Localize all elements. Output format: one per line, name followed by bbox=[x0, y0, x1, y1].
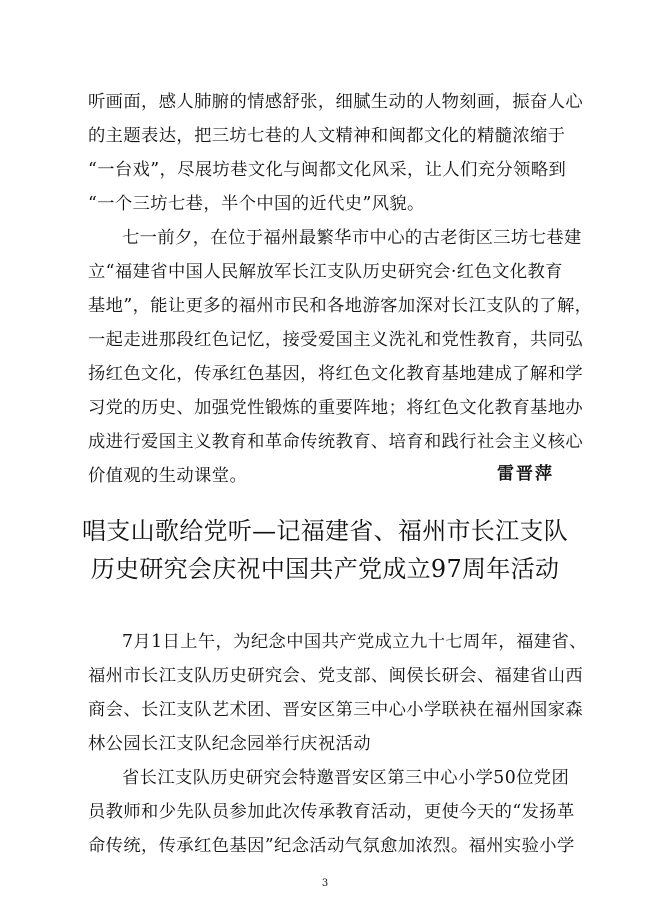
author-byline: 雷晋萍 bbox=[497, 464, 554, 484]
paragraph-line: 七一前夕，在位于福州最繁华市中心的古老街区三坊七巷建 bbox=[122, 228, 582, 248]
page-number: 3 bbox=[321, 878, 329, 889]
paragraph-line: 基地”，能让更多的福州市民和各地游客加深对长江支队的了解， bbox=[88, 296, 593, 316]
paragraph-line: 林公园长江支队纪念园举行庆祝活动 bbox=[88, 734, 371, 754]
paragraph-line: 一起走进那段红色记忆，接受爱国主义洗礼和党性教育，共同弘 bbox=[88, 330, 584, 350]
paragraph-line: 扬红色文化，传承红色基因，将红色文化教育基地建成了解和学 bbox=[88, 364, 584, 384]
paragraph-line: “一个三坊七巷，半个中国的近代史”风貌。 bbox=[88, 194, 425, 214]
paragraph-line: 命传统，传承红色基因”纪念活动气氛愈加浓烈。福州实验小学 bbox=[88, 836, 575, 856]
paragraph-line: 7月1日上午，为纪念中国共产党成立九十七周年，福建省、 bbox=[122, 632, 587, 652]
paragraph-line: 商会、长江支队艺术团、晋安区第三中心小学联袂在福州国家森 bbox=[88, 700, 584, 720]
paragraph-line: 的主题表达，把三坊七巷的人文精神和闽都文化的精髓浓缩于 bbox=[88, 126, 566, 146]
paragraph-line: 成进行爱国主义教育和革命传统教育、培育和践行社会主义核心 bbox=[88, 432, 584, 452]
article-title-line-1: 唱支山歌给党听—记福建省、福州市长江支队 bbox=[82, 517, 568, 545]
paragraph-line: 听画面，感人肺腑的情感舒张，细腻生动的人物刻画，振奋人心 bbox=[88, 92, 584, 112]
paragraph-line: 价值观的生动课堂。 bbox=[88, 466, 248, 486]
paragraph-line: 员教师和少先队员参加此次传承教育活动，更使今天的“发扬革 bbox=[88, 802, 575, 822]
paragraph-line: “一台戏”，尽展坊巷文化与闽都文化风采，让人们充分领略到 bbox=[88, 160, 567, 180]
paragraph-line: 福州市长江支队历史研究会、党支部、闽侯长研会、福建省山西 bbox=[88, 666, 584, 686]
paragraph-line: 立“福建省中国人民解放军长江支队历史研究会·红色文化教育 bbox=[88, 262, 563, 282]
paragraph-line: 省长江支队历史研究会特邀晋安区第三中心小学50位党团 bbox=[122, 768, 570, 788]
article-title-line-2: 历史研究会庆祝中国共产党成立97周年活动 bbox=[90, 555, 560, 583]
paragraph-line: 习党的历史、加强党性锻炼的重要阵地；将红色文化教育基地办 bbox=[88, 398, 584, 418]
